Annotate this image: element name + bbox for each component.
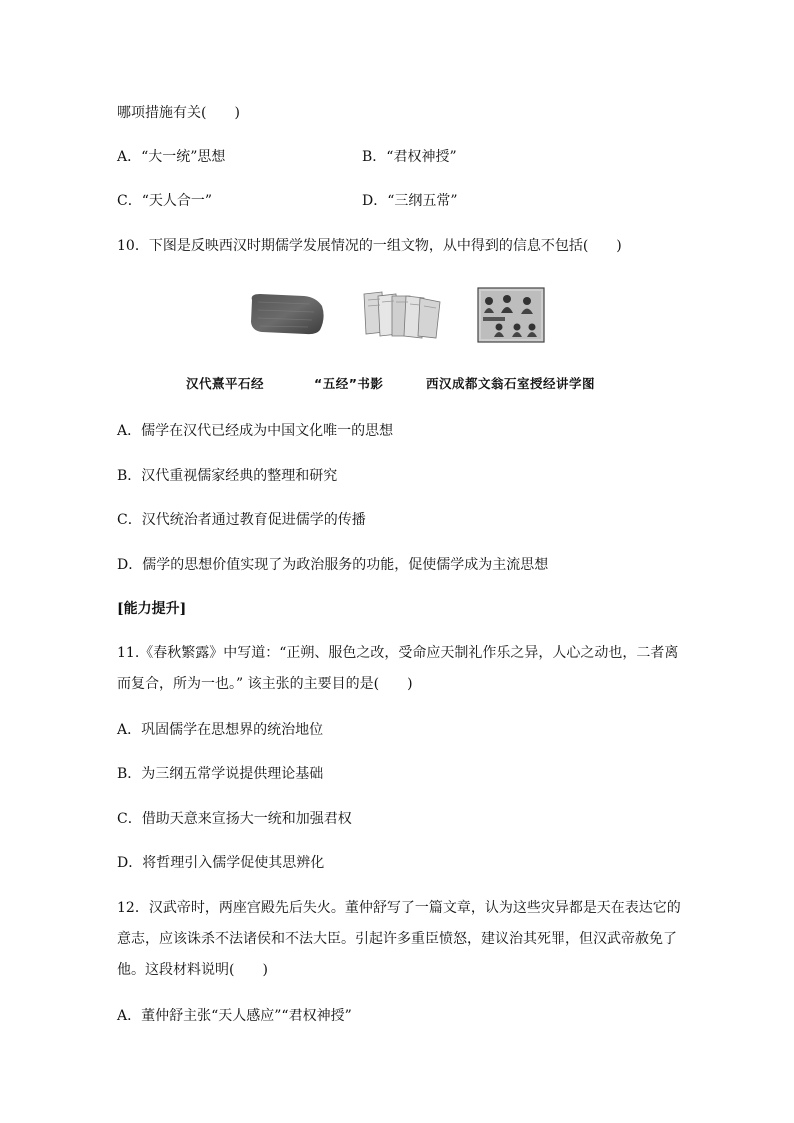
figure-caption-stone: 汉代熹平石经 <box>186 376 265 391</box>
q10-stem: 10．下图是反映西汉时期儒学发展情况的一组文物，从中得到的信息不包括( ) <box>117 238 622 254</box>
q11-option-c: C．借助天意来宣扬大一统和加强君权 <box>117 811 352 827</box>
figure-caption-lecture: 西汉成都文翁石室授经讲学图 <box>426 376 596 391</box>
figure-caption-books: “五经”书影 <box>314 376 384 391</box>
q11-option-a: A．巩固儒学在思想界的统治地位 <box>117 722 324 738</box>
five-classics-books-image <box>360 288 446 340</box>
lecture-scene-image <box>477 287 545 343</box>
q10-option-a: A．儒学在汉代已经成为中国文化唯一的思想 <box>117 423 394 439</box>
q11-option-b: B．为三纲五常学说提供理论基础 <box>117 766 324 782</box>
q9-option-a: A．“大一统”思想 <box>117 149 226 165</box>
q9-option-b: B．“君权神授” <box>362 149 457 165</box>
q10-option-d: D．儒学的思想价值实现了为政治服务的功能，促使儒学成为主流思想 <box>117 557 549 573</box>
q11-option-d: D．将哲理引入儒学促使其思辨化 <box>117 855 325 871</box>
q10-option-c: C．汉代统治者通过教育促进儒学的传播 <box>117 512 366 528</box>
q9-option-d: D．“三纲五常” <box>362 193 458 209</box>
stone-classic-image <box>246 288 328 340</box>
q9-option-c: C．“天人合一” <box>117 193 213 209</box>
q11-stem: 11.《春秋繁露》中写道：“正朔、服色之改，受命应天制礼作乐之异，人心之动也，二者离而复合，所为一也。” 该主张的主要目的是( ) <box>117 645 679 692</box>
q9-stem-tail: 哪项措施有关( ) <box>117 105 240 121</box>
q12-option-a: A．董仲舒主张“天人感应”“君权神授” <box>117 1008 352 1024</box>
q12-stem: 12．汉武帝时，两座宫殿先后失火。董仲舒写了一篇文章，认为这些灾异都是天在表达它的意志，应该诛杀不法诸侯和不法大臣。引起许多重臣愤怒，建议治其死罪，但汉武帝赦免了他。这段材料说明( ) <box>117 900 681 978</box>
section-heading: [能力提升] <box>117 601 187 617</box>
q10-option-b: B．汉代重视儒家经典的整理和研究 <box>117 468 338 484</box>
